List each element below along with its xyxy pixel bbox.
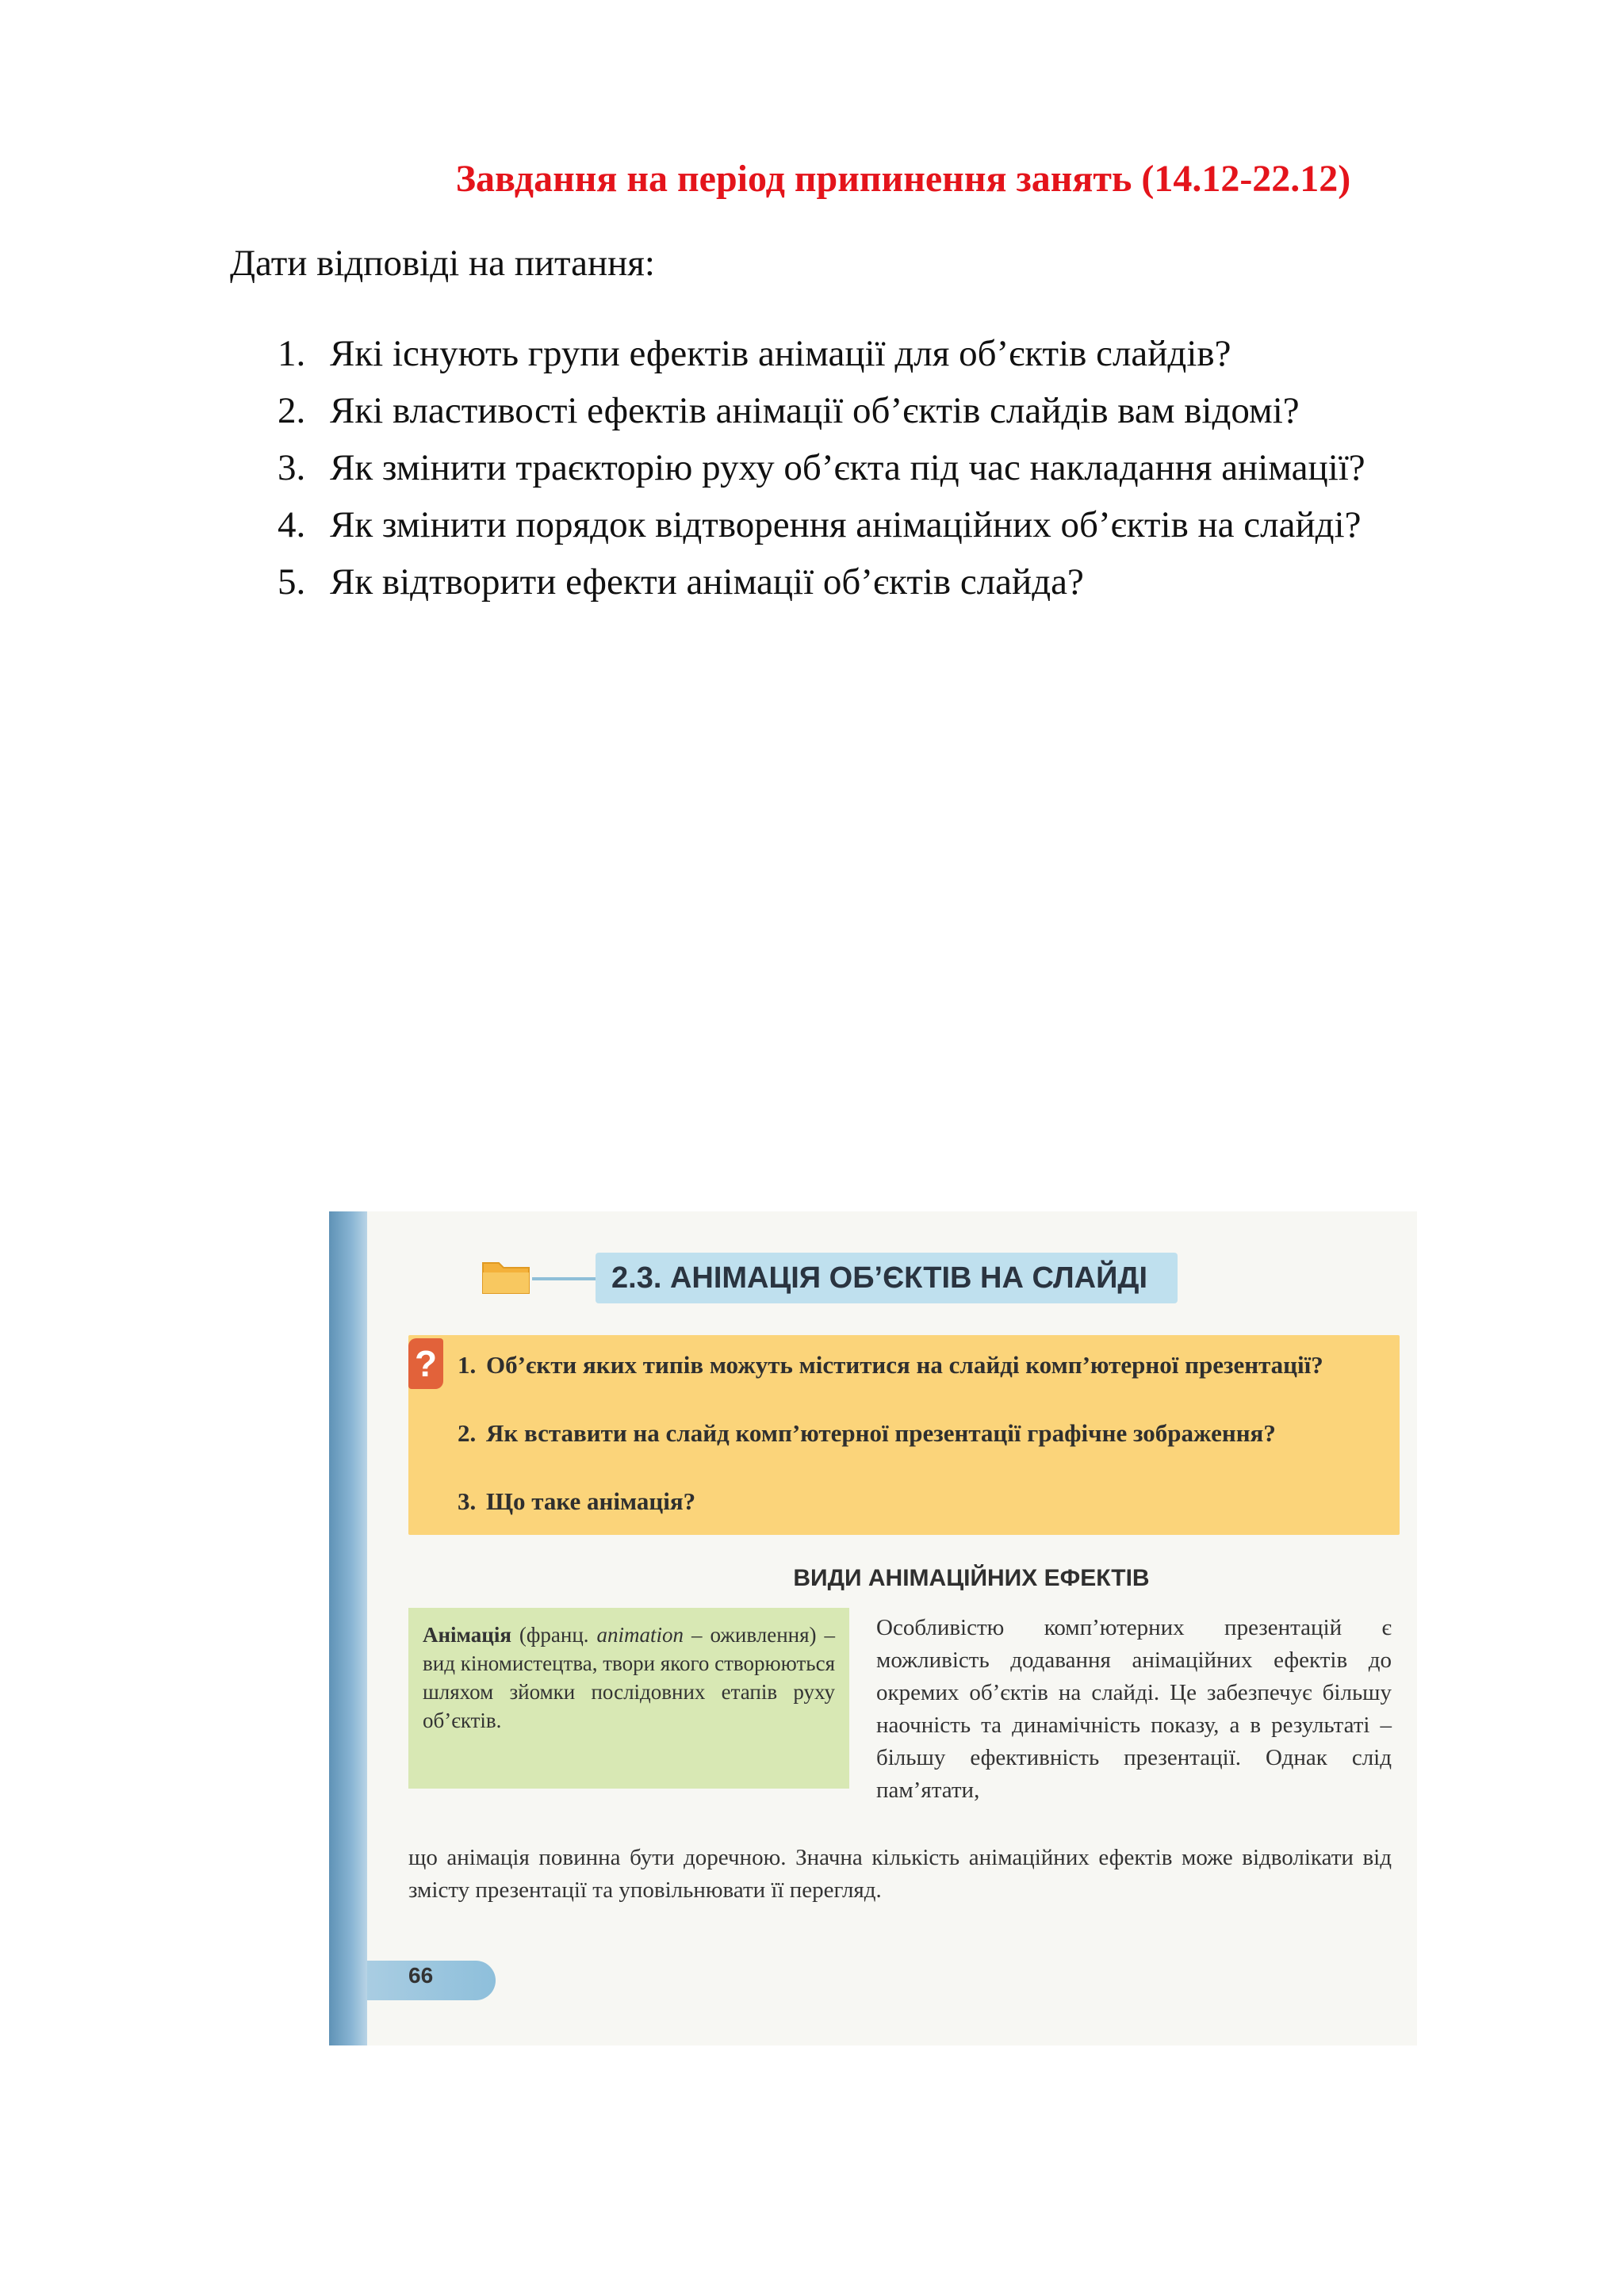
list-item [278, 496, 1562, 553]
heading-connector [532, 1277, 596, 1280]
list-item [278, 439, 1562, 496]
item-text: Як змінити траєкторію руху об’єкта під час накладання анімації? [330, 447, 1365, 488]
item-number: 1. [458, 1351, 477, 1379]
intro-text: Дати відповіді на питання: [230, 243, 655, 284]
question-mark-icon: ? [408, 1338, 443, 1389]
subsection-heading: ВИДИ АНІМАЦІЙНИХ ЕФЕКТІВ [793, 1565, 1150, 1591]
item-number: 1. [278, 333, 306, 374]
definition-text: – оживлення) – вид кіномистецтва, твори якого створюються шляхом зйомки послідовних етапів руху об’єктів. [423, 1623, 836, 1732]
item-number: 2. [278, 390, 306, 431]
item-text: Як вставити на слайд комп’ютерної презентації графічне зображення? [486, 1419, 1276, 1447]
folder-icon [480, 1255, 532, 1296]
review-question [458, 1349, 1377, 1381]
item-text: Як змінити порядок відтворення анімаційних об’єктів на слайді? [330, 504, 1362, 545]
definition-box [408, 1608, 849, 1789]
review-question [458, 1486, 1377, 1517]
list-item [278, 325, 1562, 382]
item-text: Об’єкти яких типів можуть міститися на слайді комп’ютерної презентації? [486, 1351, 1323, 1379]
review-question [458, 1418, 1377, 1449]
book-spine [329, 1211, 367, 2045]
body-paragraph: Особливістю комп’ютерних презентацій є можливість додавання анімаційних ефектів до окремих об’єктів на слайді. Це забезпечує більшу наочність та динамічність показу, а в результаті – більшу ефективність презентації. Однак слід пам’ятати, [876, 1615, 1392, 1803]
review-questions-box [408, 1335, 1400, 1535]
item-number: 2. [458, 1419, 477, 1447]
item-text: Які існують групи ефектів анімації для об’єктів слайдів? [330, 333, 1231, 374]
item-number: 4. [278, 504, 306, 545]
page-number: 66 [408, 1963, 434, 1988]
list-item [278, 382, 1562, 439]
item-number: 5. [278, 561, 306, 603]
item-text: Як відтворити ефекти анімації об’єктів слайда? [330, 561, 1084, 603]
question-list [278, 325, 1562, 610]
definition-foreign-word: animation [596, 1623, 684, 1647]
item-number: 3. [458, 1487, 477, 1515]
textbook-page-image [329, 1211, 1417, 2045]
definition-term: Анімація [423, 1623, 511, 1647]
section-title: 2.3. АНІМАЦІЯ ОБ’ЄКТІВ НА СЛАЙДІ [596, 1253, 1178, 1303]
body-paragraph-continued: що анімація повинна бути доречною. Значна кількість анімаційних ефектів може відволікати від змісту презентації та уповільнювати її перегляд. [408, 1845, 1392, 1903]
item-number: 3. [278, 447, 306, 488]
document-title: Завдання на період припинення занять (14.12-22.12) [455, 158, 1351, 200]
item-text: Що таке анімація? [486, 1487, 696, 1515]
definition-text: (франц. [511, 1623, 597, 1647]
list-item [278, 553, 1562, 610]
item-text: Які властивості ефектів анімації об’єктів слайдів вам відомі? [330, 390, 1300, 431]
